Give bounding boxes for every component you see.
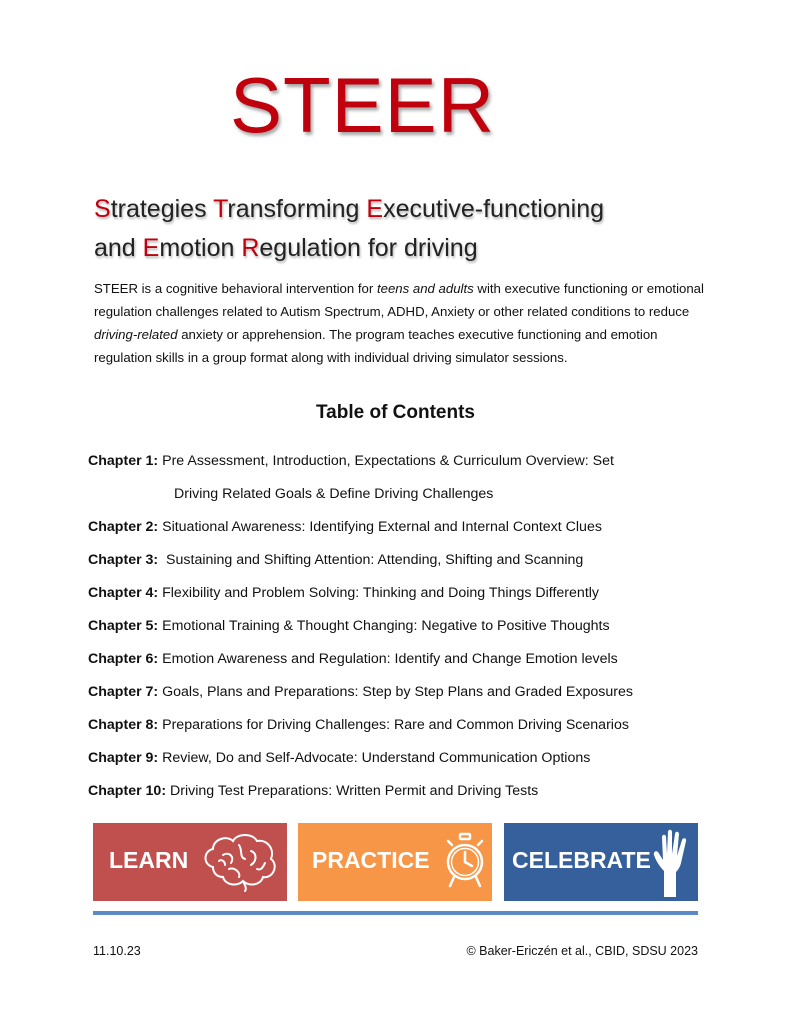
chapter-title: Sustaining and Shifting Attention: Attending, Shifting and Scanning: [158, 552, 584, 568]
toc-chapter-9: [88, 742, 728, 775]
subtitle-word: ransforming: [227, 195, 367, 223]
subtitle-word: egulation for driving: [259, 234, 478, 262]
intro-text: with executive functioning or emotional regulation challenges related to Autism Spectrum, ADHD, Anxiety or other related conditions to reduce: [94, 281, 704, 319]
subtitle-word: trategies: [110, 195, 214, 223]
alarm-clock-icon: [444, 831, 486, 893]
chapter-title: Emotional Training & Thought Changing: Negative to Positive Thoughts: [158, 618, 610, 634]
chapter-label: Chapter 10:: [88, 783, 167, 799]
acronym-letter: R: [241, 234, 260, 262]
acronym-letter: S: [94, 195, 111, 223]
raised-hand-icon: [650, 827, 694, 897]
footer-divider: [93, 911, 698, 915]
intro-emphasis: teens and adults: [376, 281, 474, 296]
toc-chapter-5: [88, 610, 728, 643]
toc-chapter-3: [88, 544, 728, 577]
chapter-label: Chapter 6:: [88, 651, 159, 667]
toc-chapter-1: [88, 445, 728, 478]
chapter-label: Chapter 1:: [88, 453, 159, 469]
subtitle-word: and: [94, 234, 143, 262]
toc-chapter-2: [88, 511, 728, 544]
learn-banner: [93, 823, 287, 901]
intro-text: STEER is a cognitive behavioral intervention for: [94, 281, 377, 296]
practice-banner: [298, 823, 492, 901]
toc-chapter-8: [88, 709, 728, 742]
subtitle-line-2: [94, 229, 744, 268]
chapter-title: Flexibility and Problem Solving: Thinking and Doing Things Differently: [158, 585, 600, 601]
intro-text: anxiety or apprehension. The program teaches executive functioning and emotion regulation skills in a group format along with individual driving simulator sessions.: [94, 327, 658, 365]
acronym-letter: E: [366, 195, 384, 223]
practice-label: PRACTICE: [312, 847, 430, 873]
chapter-title: Goals, Plans and Preparations: Step by Step Plans and Graded Exposures: [158, 684, 633, 700]
intro-paragraph: [94, 277, 709, 369]
chapter-label: Chapter 9:: [88, 750, 159, 766]
table-of-contents: [88, 445, 728, 808]
chapter-label: Chapter 3:: [88, 552, 159, 568]
celebrate-label: CELEBRATE: [512, 847, 651, 873]
chapter-label: Chapter 5:: [88, 618, 159, 634]
chapter-title: Driving Test Preparations: Written Permit and Driving Tests: [166, 783, 539, 799]
celebrate-banner: [504, 823, 698, 901]
acronym-letter: E: [142, 234, 160, 262]
chapter-label: Chapter 7:: [88, 684, 159, 700]
subtitle-word: xecutive-functioning: [383, 195, 605, 223]
chapter-title: Emotion Awareness and Regulation: Identify and Change Emotion levels: [158, 651, 618, 667]
chapter-label: Chapter 8:: [88, 717, 159, 733]
copyright-notice: © Baker-Ericzén et al., CBID, SDSU 2023: [466, 944, 698, 958]
toc-heading: Table of Contents: [315, 402, 476, 423]
page-title: STEER: [229, 61, 496, 149]
chapter-label: Chapter 2:: [88, 519, 159, 535]
toc-chapter-4: [88, 577, 728, 610]
toc-chapter-6: [88, 643, 728, 676]
chapter-title: Review, Do and Self-Advocate: Understand Communication Options: [158, 750, 591, 766]
toc-chapter-7: [88, 676, 728, 709]
document-date: 11.10.23: [93, 944, 141, 958]
intro-emphasis: driving-related: [94, 327, 178, 342]
brain-icon: [199, 831, 279, 893]
toc-chapter-10: [88, 775, 728, 808]
chapter-label: Chapter 4:: [88, 585, 159, 601]
subtitle-line-1: [94, 190, 744, 229]
chapter-title: Preparations for Driving Challenges: Rare and Common Driving Scenarios: [158, 717, 629, 733]
program-subtitle: [94, 190, 744, 268]
chapter-title: Pre Assessment, Introduction, Expectations & Curriculum Overview: Set: [158, 453, 614, 469]
acronym-letter: T: [213, 195, 228, 223]
subtitle-word: motion: [159, 234, 242, 262]
learn-label: LEARN: [109, 847, 189, 873]
chapter-title: Situational Awareness: Identifying External and Internal Context Clues: [158, 519, 602, 535]
toc-chapter-1-continued: Driving Related Goals & Define Driving Challenges: [174, 486, 494, 502]
